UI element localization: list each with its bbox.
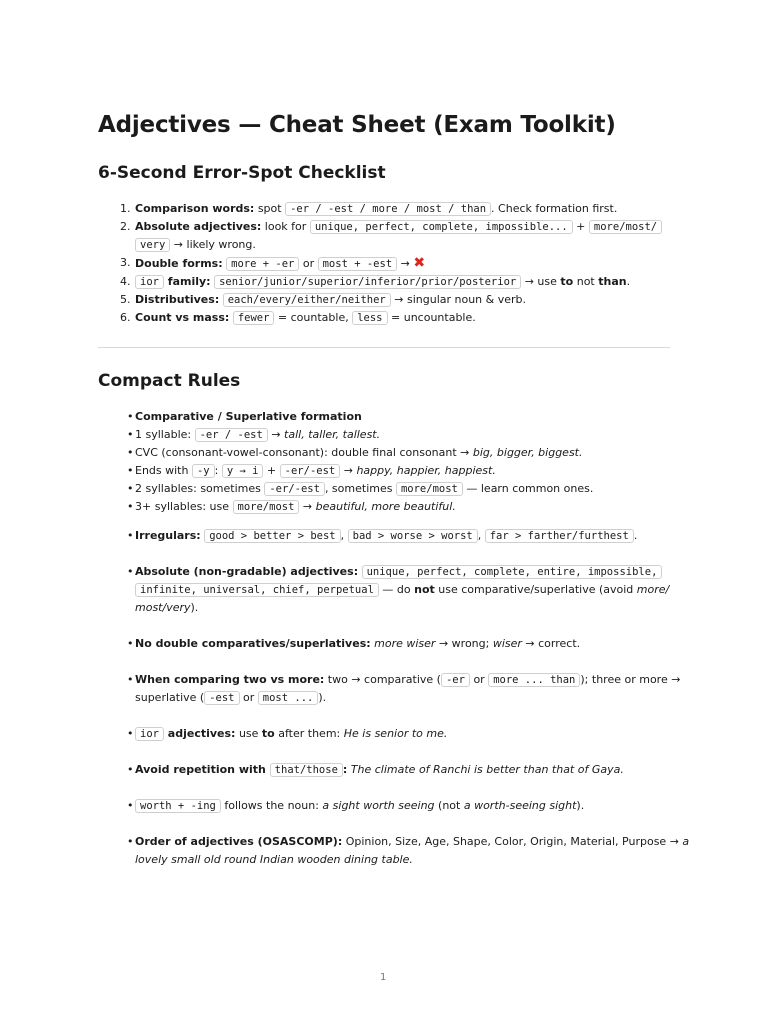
list-item: • Order of adjectives (OSASCOMP): Opinion, Size, Age, Shape, Color, Origin, Material, Purpose → a lovely small old round Indian wooden dining table. <box>127 835 690 866</box>
spacer <box>98 617 670 635</box>
list-item: 3. Double forms: more + -er or most + -est → ✖ <box>120 255 426 271</box>
spacer <box>98 815 670 833</box>
code-snippet: unique, perfect, complete, impossible... <box>310 220 573 234</box>
code-snippet: most ... <box>258 691 319 705</box>
code-snippet: very <box>135 238 170 252</box>
list-item: 1. Comparison words: spot -er / -est / more / most / than . Check formation first. <box>120 202 618 215</box>
code-snippet: fewer <box>233 311 275 325</box>
spacer <box>98 707 670 725</box>
rules-heading: Compact Rules <box>98 371 241 391</box>
code-snippet: more/most <box>233 500 300 514</box>
code-snippet: ior <box>135 727 164 741</box>
cross-mark-icon: ✖ <box>413 255 426 271</box>
list-item: • Comparative / Superlative formation <box>127 410 362 423</box>
code-snippet: -er/-est <box>280 464 341 478</box>
code-snippet: more + -er <box>226 257 299 271</box>
code-snippet: more/most <box>396 482 463 496</box>
list-item: • 2 syllables: sometimes -er/-est , sometimes more/most — learn common ones. <box>127 482 594 495</box>
code-snippet: most + -est <box>318 257 398 271</box>
section-divider <box>98 347 670 348</box>
code-snippet: each/every/either/neither <box>223 293 391 307</box>
spacer <box>98 743 670 761</box>
spacer <box>98 653 670 671</box>
list-item: • Irregulars: good > better > best , bad > worse > worst , far > farther/furthest . <box>127 529 638 542</box>
code-snippet: -y <box>192 464 215 478</box>
checklist <box>98 200 670 327</box>
page-title: Adjectives — Cheat Sheet (Exam Toolkit) <box>98 112 616 138</box>
code-snippet: -er <box>441 673 470 687</box>
code-snippet: more ... than <box>488 673 580 687</box>
list-item: • Ends with -y : y → i + -er/-est → happy, happier, happiest. <box>127 464 496 477</box>
list-item: • 3+ syllables: use more/most → beautiful, more beautiful. <box>127 500 456 513</box>
spacer <box>98 779 670 797</box>
list-item: • ior adjectives: use to after them: He is senior to me. <box>127 727 448 740</box>
list-item: • worth + -ing follows the noun: a sight worth seeing (not a worth-seeing sight). <box>127 799 585 812</box>
list-item: 4. ior family: senior/junior/superior/inferior/prior/posterior → use to not than. <box>120 275 631 288</box>
code-snippet: ior <box>135 275 164 289</box>
code-snippet: far > farther/furthest <box>485 529 634 543</box>
code-snippet: bad > worse > worst <box>348 529 478 543</box>
list-item: • CVC (consonant-vowel-consonant): double final consonant → big, bigger, biggest. <box>127 446 583 459</box>
code-snippet: -er / -est <box>195 428 268 442</box>
list-item: • No double comparatives/superlatives: more wiser → wrong; wiser → correct. <box>127 637 581 650</box>
list-item: 2. Absolute adjectives: look for unique, perfect, complete, impossible... + more/most/ very → likely wrong. <box>98 218 670 254</box>
code-snippet: y → i <box>222 464 264 478</box>
rules-list <box>98 408 690 869</box>
code-snippet: -er / -est / more / most / than <box>285 202 491 216</box>
code-snippet: good > better > best <box>204 529 340 543</box>
code-snippet: more/most/ <box>589 220 662 234</box>
page-number: 1 <box>380 972 387 983</box>
code-snippet: infinite, universal, chief, perpetual <box>135 583 379 597</box>
code-snippet: senior/junior/superior/inferior/prior/posterior <box>214 275 521 289</box>
list-item: • Avoid repetition with that/those : The climate of Ranchi is better than that of Gaya. <box>127 763 624 776</box>
list-item: • Absolute (non-gradable) adjectives: unique, perfect, complete, entire, impossible, infinite, universal, chief, perpetual — do not use comparative/superlative (avoid more/ most/very). <box>127 565 670 614</box>
list-item: 6. Count vs mass: fewer = countable, less = uncountable. <box>120 311 476 324</box>
spacer <box>98 545 670 563</box>
code-snippet: worth + -ing <box>135 799 221 813</box>
code-snippet: -est <box>204 691 239 705</box>
code-snippet: less <box>352 311 387 325</box>
code-snippet: unique, perfect, complete, entire, impossible, <box>362 565 663 579</box>
list-item: 5. Distributives: each/every/either/neither → singular noun & verb. <box>120 293 526 306</box>
list-item: • 1 syllable: -er / -est → tall, taller, tallest. <box>127 428 381 441</box>
code-snippet: -er/-est <box>264 482 325 496</box>
spacer <box>98 516 670 527</box>
code-snippet: that/those <box>270 763 343 777</box>
list-item: • When comparing two vs more: two → comparative ( -er or more ... than ); three or more → superlative ( -est or most ... ). <box>127 673 681 704</box>
checklist-heading: 6-Second Error-Spot Checklist <box>98 163 386 183</box>
